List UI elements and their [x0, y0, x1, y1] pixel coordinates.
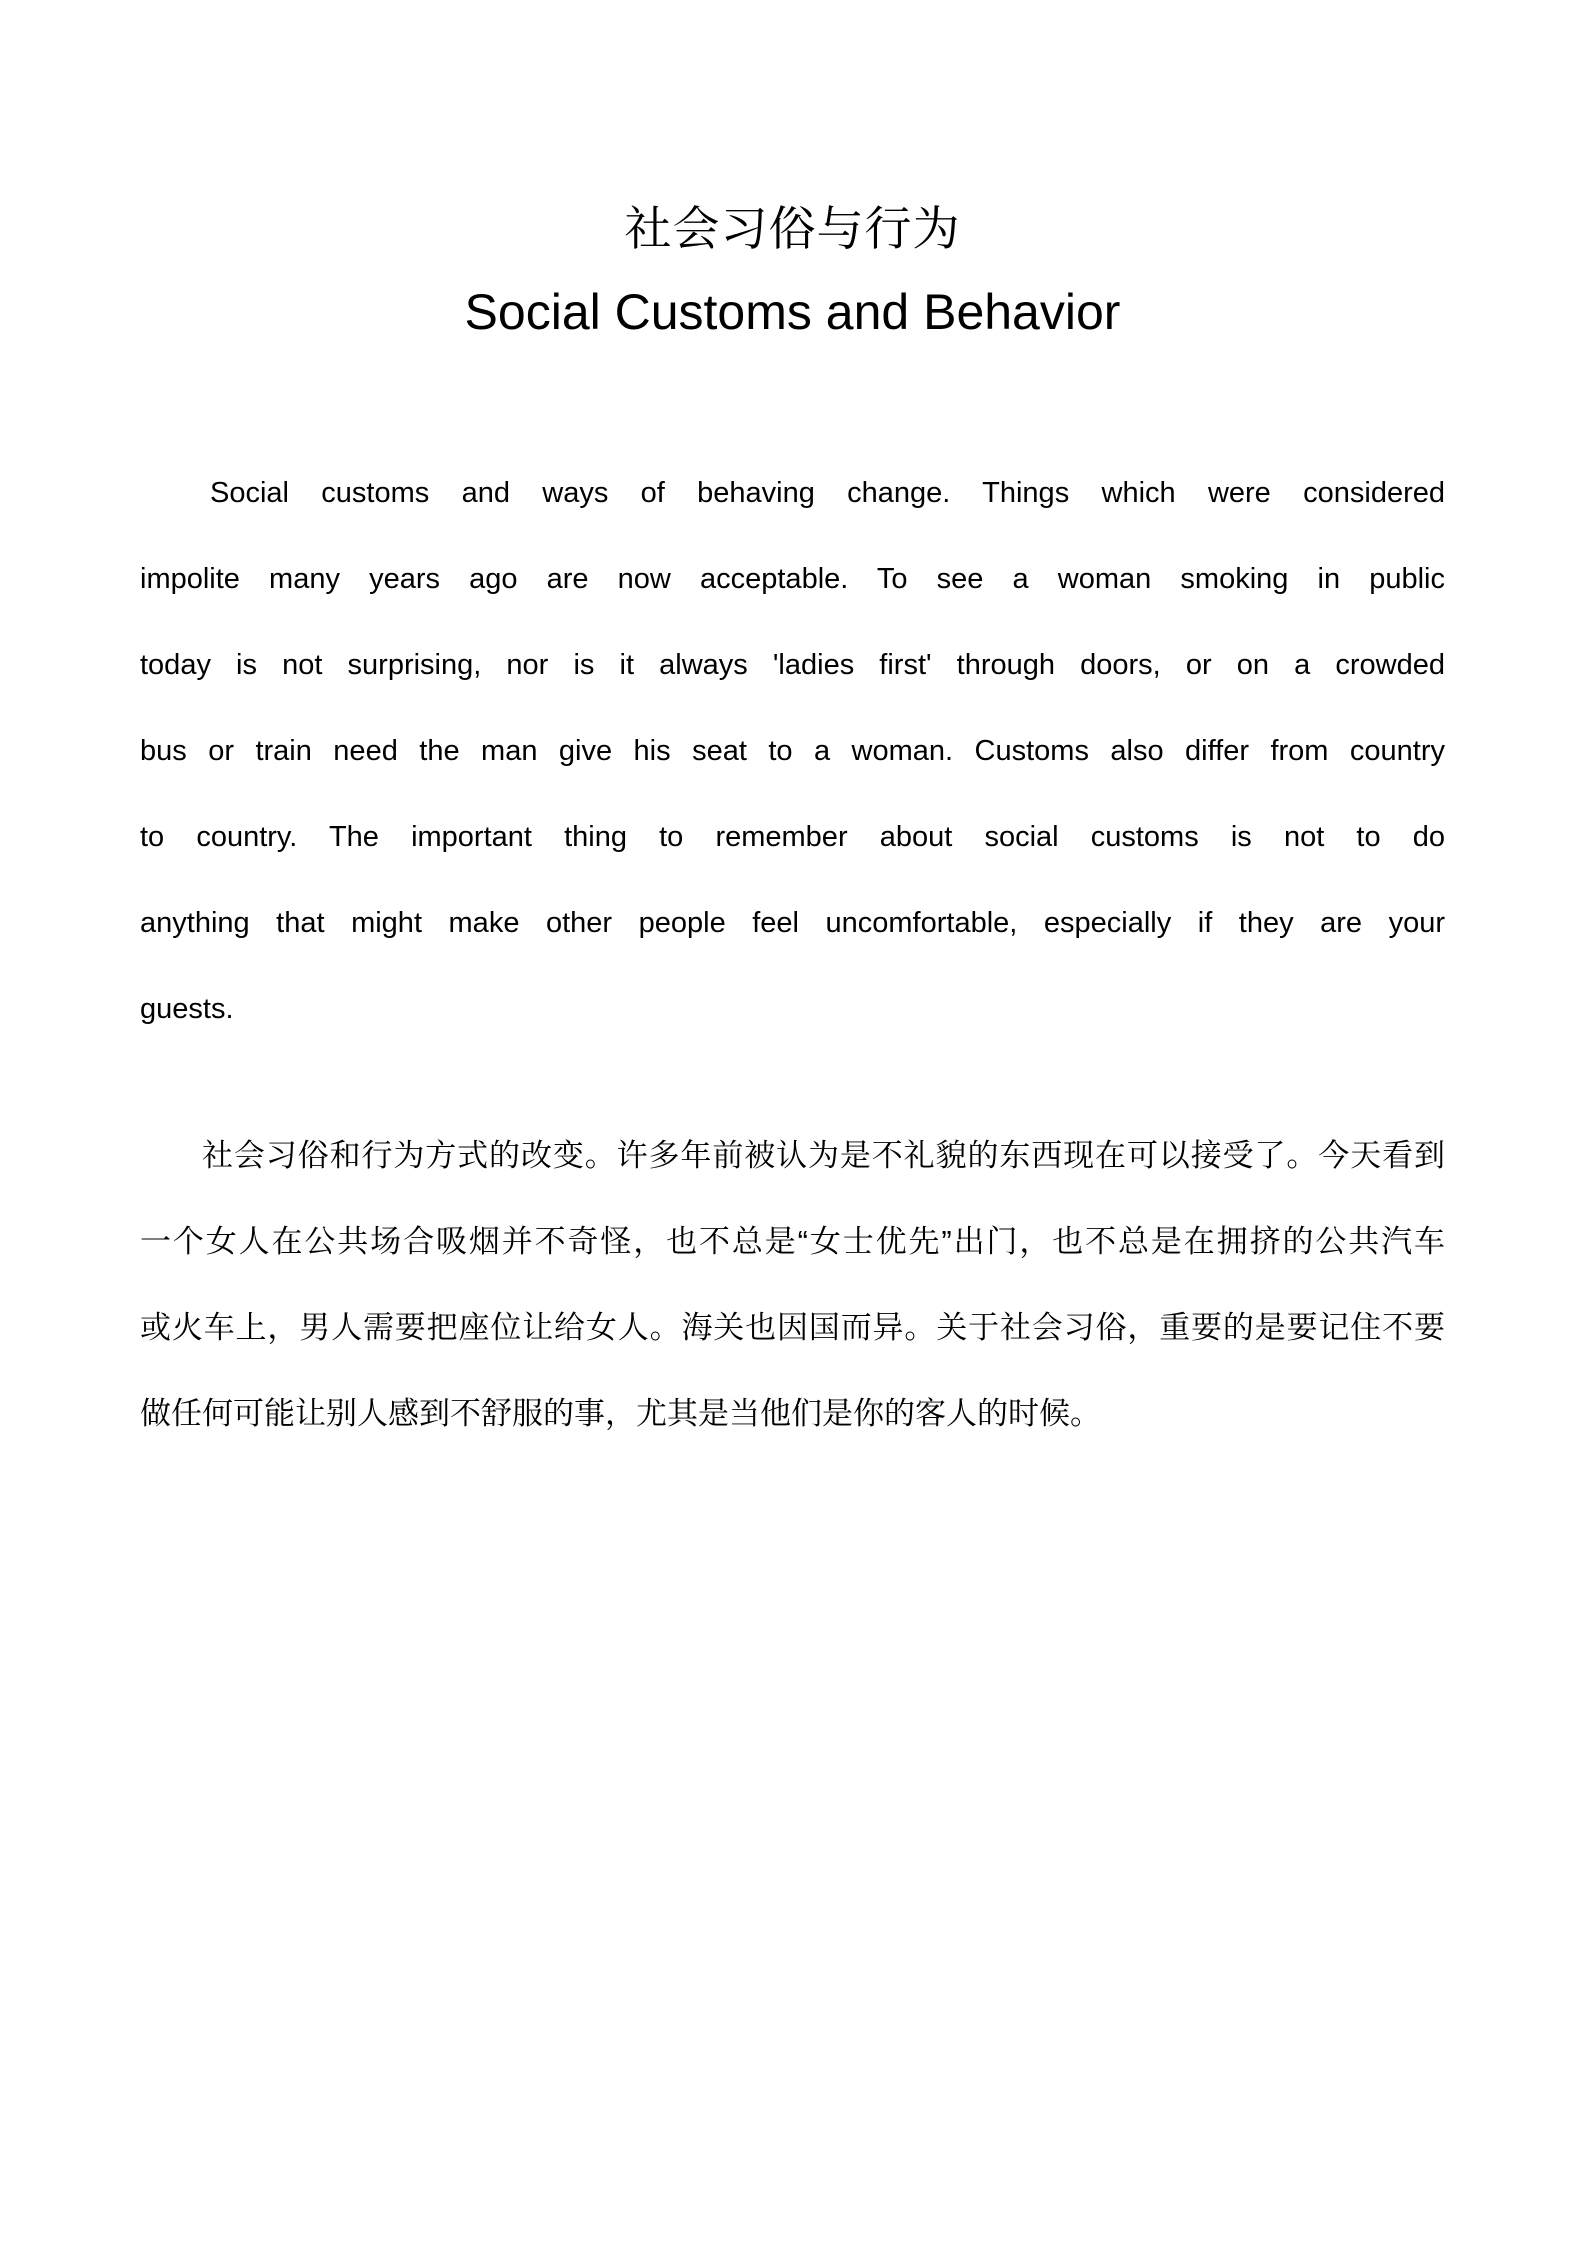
chinese-paragraph [140, 1113, 1445, 1457]
document-content [0, 197, 1587, 1457]
english-paragraph-line: bus or train need the man give his seat to a woman. Customs also differ from country [140, 735, 1445, 767]
chinese-paragraph-line: 做任何可能让别人感到不舒服的事，尤其是当他们是你的客人的时候。 [140, 1396, 1101, 1431]
document-title-english: Social Customs and Behavior [464, 284, 1121, 340]
english-paragraph-line: anything that might make other people feel uncomfortable, especially if they are your [140, 907, 1445, 939]
english-paragraph-line: guests. [140, 993, 234, 1025]
english-paragraph-line: to country. The important thing to remember about social customs is not to do [140, 821, 1445, 853]
english-paragraph [140, 450, 1445, 1052]
chinese-paragraph-line: 一个女人在公共场合吸烟并不奇怪，也不总是“女士优先”出门，也不总是在拥挤的公共汽车 [140, 1224, 1445, 1259]
english-paragraph-line: impolite many years ago are now acceptable. To see a woman smoking in public [140, 563, 1445, 595]
chinese-paragraph-line: 或火车上，男人需要把座位让给女人。海关也因国而异。关于社会习俗，重要的是要记住不要 [140, 1310, 1445, 1345]
english-paragraph-line: Social customs and ways of behaving change. Things which were considered [210, 477, 1445, 509]
document-title-chinese: 社会习俗与行为 [624, 202, 961, 255]
english-paragraph-line: today is not surprising, nor is it always 'ladies first' through doors, or on a crowded [140, 649, 1445, 681]
chinese-paragraph-line: 社会习俗和行为方式的改变。许多年前被认为是不礼貌的东西现在可以接受了。今天看到 [202, 1138, 1445, 1173]
